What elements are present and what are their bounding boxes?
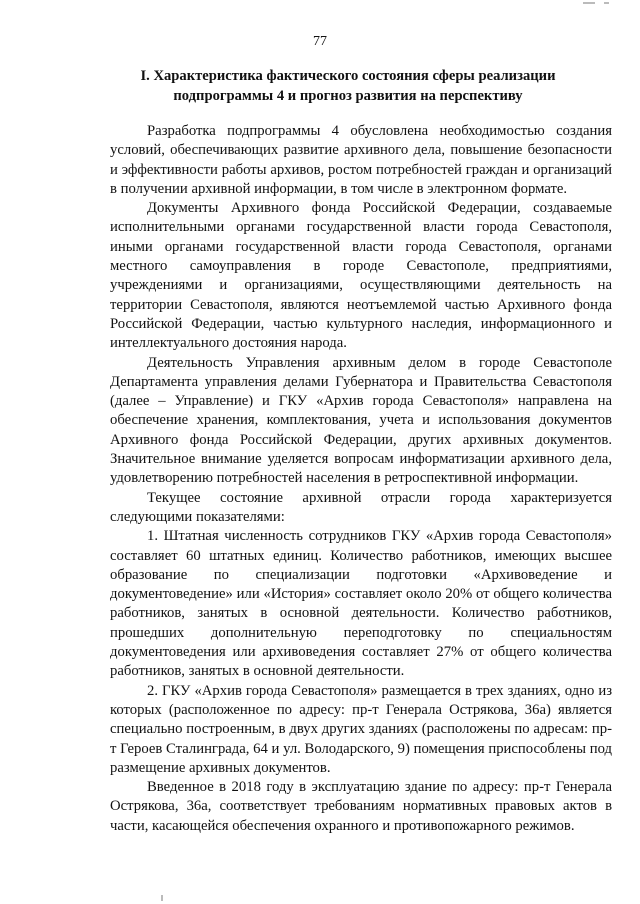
paragraph: Введенное в 2018 году в эксплуатацию здание по адресу: пр-т Генерала Острякова, 36а, соответствует требованиям нормативных правовых актов в части, касающейся обеспечения охранного и противопожарного режимов. <box>110 779 612 834</box>
scan-artifact <box>604 2 609 4</box>
body-text <box>110 122 612 836</box>
scan-artifact <box>583 2 595 4</box>
page-number: 77 <box>313 34 327 49</box>
paragraph: 2. ГКУ «Архив города Севастополя» размещается в трех зданиях, одно из которых (расположенное по адресу: пр-т Генерала Острякова, 36а) является специально построенным, в двух других зданиях (расположены по адресам: пр-т Героев Сталинграда, 64 и ул. Володарского, 9) помещения приспособлены под размещение архивных документов. <box>110 682 612 776</box>
paragraph: Документы Архивного фонда Российской Федерации, создаваемые исполнительными органами государственной власти города Севастополя, иными органами государственной власти города Севастополя, органами местного самоуправления в городе Севастополе, предприятиями, учреждениями и организациями, осуществляющими деятельность на территории Севастополя, являются неотъемлемой частью Архивного фонда Российской Федерации, частью культурного наследия, информационного и интеллектуального достояния народа. <box>110 200 612 352</box>
heading-line-2: подпрограммы 4 и прогноз развития на перспективу <box>173 88 523 104</box>
paragraph: Разработка подпрограммы 4 обусловлена необходимостью создания условий, обеспечивающих развитие архивного дела, повышение безопасности и эффективности работы архивов, ростом потребностей граждан и организаций в получении архивной информации, в том числе в электронном формате. <box>110 123 612 197</box>
paragraph: Деятельность Управления архивным делом в городе Севастополе Департамента управления делами Губернатора и Правительства Севастополя (далее – Управление) и ГКУ «Архив города Севастополя» направлена на обеспечение хранения, комплектования, учета и использования документов Архивного фонда Российской Федерации, других архивных документов. Значительное внимание уделяется вопросам информатизации архивного дела, удовлетворению потребностей населения в ретроспективной информации. <box>110 354 612 487</box>
heading-line-1: I. Характеристика фактического состояния сферы реализации <box>140 68 556 84</box>
paragraph: 1. Штатная численность сотрудников ГКУ «Архив города Севастополя» составляет 60 штатных единиц. Количество работников, имеющих высшее образование по специализации подготовки «Архивоведение и документоведение» или «История» составляет около 20% от общего количества работников, занятых в основной деятельности. Количество работников, прошедших дополнительную переподготовку по специальностям документоведения или архивоведения составляет 27% от общего количества работников, занятых в основной деятельности. <box>110 528 612 680</box>
section-heading <box>98 66 598 106</box>
scan-artifact <box>161 895 163 901</box>
paragraph: Текущее состояние архивной отрасли города характеризуется следующими показателями: <box>110 489 612 525</box>
